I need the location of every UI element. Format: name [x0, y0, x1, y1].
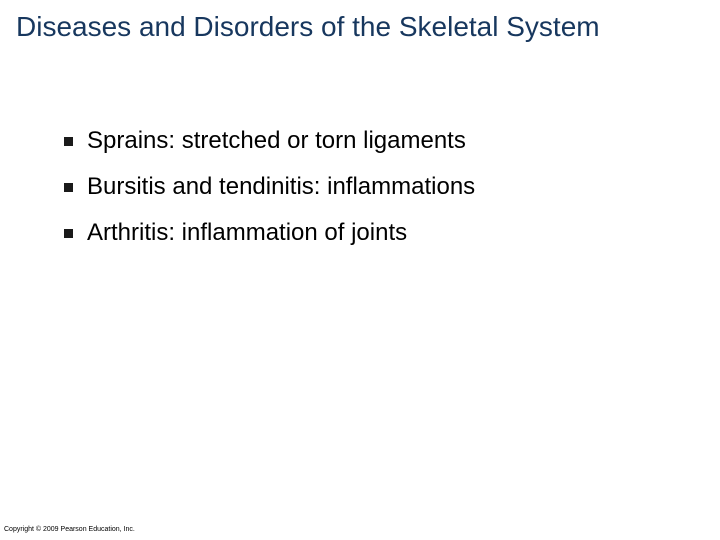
copyright-footer: Copyright © 2009 Pearson Education, Inc. — [4, 526, 135, 533]
square-bullet-icon — [64, 137, 73, 146]
bullet-text: Arthritis: inflammation of joints — [87, 219, 408, 246]
bullet-list — [64, 118, 704, 256]
bullet-text: Sprains: stretched or torn ligaments — [87, 127, 466, 154]
slide-title: Diseases and Disorders of the Skeletal System — [16, 11, 600, 42]
square-bullet-icon — [64, 229, 73, 238]
square-bullet-icon — [64, 183, 73, 192]
bullet-item-bursitis — [64, 164, 704, 210]
bullet-item-sprains — [64, 118, 704, 164]
bullet-text: Bursitis and tendinitis: inflammations — [87, 173, 476, 200]
bullet-item-arthritis — [64, 210, 704, 256]
